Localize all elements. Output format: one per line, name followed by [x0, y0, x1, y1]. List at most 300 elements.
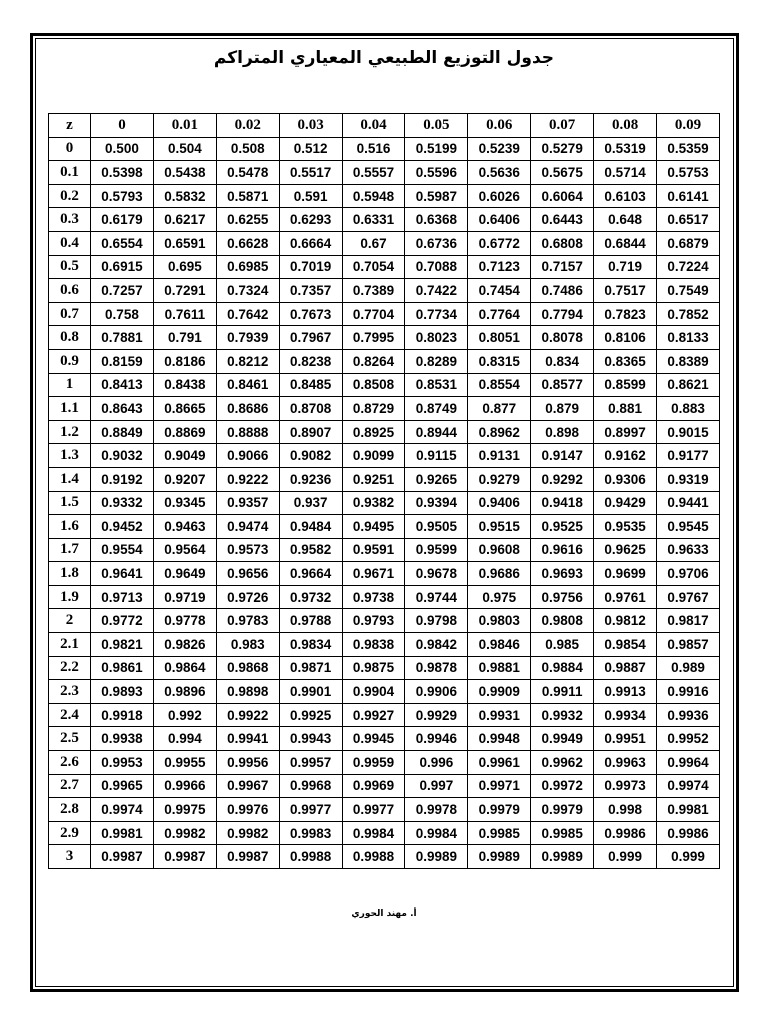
- probability-cell: 0.9495: [342, 515, 405, 539]
- z-value-cell: 1.7: [49, 538, 91, 562]
- table-row: [49, 585, 720, 609]
- probability-cell: 0.9713: [91, 585, 154, 609]
- probability-cell: 0.8708: [279, 397, 342, 421]
- probability-cell: 0.9738: [342, 585, 405, 609]
- probability-cell: 0.7224: [657, 255, 720, 279]
- probability-cell: 0.504: [153, 137, 216, 161]
- z-value-cell: 0: [49, 137, 91, 161]
- probability-cell: 0.7794: [531, 302, 594, 326]
- header-cell: 0: [91, 114, 154, 138]
- probability-cell: 0.9961: [468, 751, 531, 775]
- probability-cell: 0.5438: [153, 161, 216, 185]
- probability-cell: 0.67: [342, 231, 405, 255]
- probability-cell: 0.992: [153, 703, 216, 727]
- probability-cell: 0.6141: [657, 184, 720, 208]
- probability-cell: 0.8365: [594, 349, 657, 373]
- table-row: [49, 137, 720, 161]
- probability-cell: 0.9969: [342, 774, 405, 798]
- probability-cell: 0.6443: [531, 208, 594, 232]
- header-cell: 0.03: [279, 114, 342, 138]
- z-value-cell: 0.2: [49, 184, 91, 208]
- probability-cell: 0.9974: [657, 774, 720, 798]
- probability-cell: 0.9319: [657, 467, 720, 491]
- probability-cell: 0.7054: [342, 255, 405, 279]
- probability-cell: 0.9965: [91, 774, 154, 798]
- probability-cell: 0.6915: [91, 255, 154, 279]
- probability-cell: 0.9463: [153, 515, 216, 539]
- probability-cell: 0.9927: [342, 703, 405, 727]
- probability-cell: 0.9985: [468, 821, 531, 845]
- probability-cell: 0.9772: [91, 609, 154, 633]
- probability-cell: 0.883: [657, 397, 720, 421]
- probability-cell: 0.9633: [657, 538, 720, 562]
- probability-cell: 0.9987: [91, 845, 154, 869]
- probability-cell: 0.516: [342, 137, 405, 161]
- table-row: [49, 538, 720, 562]
- probability-cell: 0.7454: [468, 279, 531, 303]
- table-row: [49, 774, 720, 798]
- probability-cell: 0.8078: [531, 326, 594, 350]
- probability-cell: 0.9989: [468, 845, 531, 869]
- probability-cell: 0.9147: [531, 444, 594, 468]
- probability-cell: 0.9706: [657, 562, 720, 586]
- probability-cell: 0.9987: [153, 845, 216, 869]
- probability-cell: 0.8438: [153, 373, 216, 397]
- probability-cell: 0.6179: [91, 208, 154, 232]
- probability-cell: 0.9131: [468, 444, 531, 468]
- probability-cell: 0.9949: [531, 727, 594, 751]
- probability-cell: 0.9821: [91, 633, 154, 657]
- probability-cell: 0.9986: [657, 821, 720, 845]
- probability-cell: 0.9817: [657, 609, 720, 633]
- z-value-cell: 1.6: [49, 515, 91, 539]
- probability-cell: 0.9977: [279, 798, 342, 822]
- probability-cell: 0.7422: [405, 279, 468, 303]
- table-row: [49, 231, 720, 255]
- header-cell: 0.01: [153, 114, 216, 138]
- probability-cell: 0.9192: [91, 467, 154, 491]
- table-row: [49, 680, 720, 704]
- probability-cell: 0.9808: [531, 609, 594, 633]
- z-value-cell: 0.4: [49, 231, 91, 255]
- probability-cell: 0.898: [531, 420, 594, 444]
- probability-cell: 0.9972: [531, 774, 594, 798]
- probability-cell: 0.9452: [91, 515, 154, 539]
- probability-cell: 0.512: [279, 137, 342, 161]
- table-row: [49, 255, 720, 279]
- probability-cell: 0.998: [594, 798, 657, 822]
- probability-cell: 0.7389: [342, 279, 405, 303]
- header-cell: 0.06: [468, 114, 531, 138]
- probability-cell: 0.9292: [531, 467, 594, 491]
- probability-cell: 0.9726: [216, 585, 279, 609]
- probability-cell: 0.6331: [342, 208, 405, 232]
- table-row: [49, 349, 720, 373]
- header-cell: 0.05: [405, 114, 468, 138]
- probability-cell: 0.8238: [279, 349, 342, 373]
- probability-cell: 0.996: [405, 751, 468, 775]
- probability-cell: 0.9582: [279, 538, 342, 562]
- probability-cell: 0.8869: [153, 420, 216, 444]
- probability-cell: 0.9382: [342, 491, 405, 515]
- probability-cell: 0.9525: [531, 515, 594, 539]
- z-value-cell: 1.5: [49, 491, 91, 515]
- probability-cell: 0.9573: [216, 538, 279, 562]
- probability-cell: 0.9932: [531, 703, 594, 727]
- probability-cell: 0.7486: [531, 279, 594, 303]
- probability-cell: 0.9564: [153, 538, 216, 562]
- probability-cell: 0.9678: [405, 562, 468, 586]
- probability-cell: 0.7939: [216, 326, 279, 350]
- z-value-cell: 2.3: [49, 680, 91, 704]
- probability-cell: 0.9788: [279, 609, 342, 633]
- probability-cell: 0.9656: [216, 562, 279, 586]
- probability-cell: 0.8686: [216, 397, 279, 421]
- probability-cell: 0.9973: [594, 774, 657, 798]
- probability-cell: 0.758: [91, 302, 154, 326]
- probability-cell: 0.9896: [153, 680, 216, 704]
- probability-cell: 0.9871: [279, 656, 342, 680]
- probability-cell: 0.5832: [153, 184, 216, 208]
- probability-cell: 0.8907: [279, 420, 342, 444]
- header-cell: 0.09: [657, 114, 720, 138]
- table-row: [49, 302, 720, 326]
- probability-cell: 0.9977: [342, 798, 405, 822]
- z-value-cell: 2.1: [49, 633, 91, 657]
- probability-cell: 0.9952: [657, 727, 720, 751]
- probability-cell: 0.7157: [531, 255, 594, 279]
- probability-cell: 0.9838: [342, 633, 405, 657]
- probability-cell: 0.508: [216, 137, 279, 161]
- probability-cell: 0.9934: [594, 703, 657, 727]
- probability-cell: 0.8531: [405, 373, 468, 397]
- probability-cell: 0.9966: [153, 774, 216, 798]
- probability-cell: 0.9857: [657, 633, 720, 657]
- probability-cell: 0.9945: [342, 727, 405, 751]
- probability-cell: 0.9951: [594, 727, 657, 751]
- probability-cell: 0.9936: [657, 703, 720, 727]
- probability-cell: 0.8508: [342, 373, 405, 397]
- probability-cell: 0.6664: [279, 231, 342, 255]
- probability-cell: 0.7967: [279, 326, 342, 350]
- probability-cell: 0.997: [405, 774, 468, 798]
- z-value-cell: 2.5: [49, 727, 91, 751]
- probability-cell: 0.9974: [91, 798, 154, 822]
- table-row: [49, 444, 720, 468]
- probability-cell: 0.8413: [91, 373, 154, 397]
- probability-cell: 0.7734: [405, 302, 468, 326]
- probability-cell: 0.591: [279, 184, 342, 208]
- probability-cell: 0.9989: [531, 845, 594, 869]
- probability-cell: 0.9803: [468, 609, 531, 633]
- probability-cell: 0.9909: [468, 680, 531, 704]
- probability-cell: 0.6103: [594, 184, 657, 208]
- probability-cell: 0.9955: [153, 751, 216, 775]
- probability-cell: 0.9948: [468, 727, 531, 751]
- probability-cell: 0.9982: [153, 821, 216, 845]
- probability-cell: 0.9967: [216, 774, 279, 798]
- probability-cell: 0.9913: [594, 680, 657, 704]
- probability-cell: 0.989: [657, 656, 720, 680]
- probability-cell: 0.9418: [531, 491, 594, 515]
- table-row: [49, 161, 720, 185]
- probability-cell: 0.6026: [468, 184, 531, 208]
- probability-cell: 0.9207: [153, 467, 216, 491]
- probability-cell: 0.5478: [216, 161, 279, 185]
- probability-cell: 0.9971: [468, 774, 531, 798]
- probability-cell: 0.8051: [468, 326, 531, 350]
- probability-cell: 0.8944: [405, 420, 468, 444]
- probability-cell: 0.9986: [594, 821, 657, 845]
- probability-cell: 0.7324: [216, 279, 279, 303]
- probability-cell: 0.5948: [342, 184, 405, 208]
- table-row: [49, 633, 720, 657]
- table-row: [49, 845, 720, 869]
- table-row: [49, 326, 720, 350]
- probability-cell: 0.8849: [91, 420, 154, 444]
- probability-cell: 0.9099: [342, 444, 405, 468]
- probability-cell: 0.9943: [279, 727, 342, 751]
- probability-cell: 0.5675: [531, 161, 594, 185]
- probability-cell: 0.9049: [153, 444, 216, 468]
- probability-cell: 0.6217: [153, 208, 216, 232]
- probability-cell: 0.9834: [279, 633, 342, 657]
- probability-cell: 0.8186: [153, 349, 216, 373]
- probability-cell: 0.9893: [91, 680, 154, 704]
- probability-cell: 0.937: [279, 491, 342, 515]
- z-value-cell: 2.8: [49, 798, 91, 822]
- table-row: [49, 515, 720, 539]
- probability-cell: 0.6406: [468, 208, 531, 232]
- probability-cell: 0.9812: [594, 609, 657, 633]
- probability-cell: 0.9846: [468, 633, 531, 657]
- probability-cell: 0.8577: [531, 373, 594, 397]
- table-row: [49, 467, 720, 491]
- probability-cell: 0.7852: [657, 302, 720, 326]
- table-row: [49, 562, 720, 586]
- probability-cell: 0.9959: [342, 751, 405, 775]
- probability-cell: 0.9941: [216, 727, 279, 751]
- probability-cell: 0.8106: [594, 326, 657, 350]
- probability-cell: 0.9545: [657, 515, 720, 539]
- probability-cell: 0.881: [594, 397, 657, 421]
- probability-cell: 0.648: [594, 208, 657, 232]
- probability-cell: 0.9279: [468, 467, 531, 491]
- probability-cell: 0.9881: [468, 656, 531, 680]
- page-title: جدول التوزيع الطبيعي المعياري المتراكم: [213, 48, 555, 68]
- probability-cell: 0.9963: [594, 751, 657, 775]
- z-value-cell: 3: [49, 845, 91, 869]
- table-row: [49, 609, 720, 633]
- z-value-cell: 0.8: [49, 326, 91, 350]
- probability-cell: 0.9554: [91, 538, 154, 562]
- probability-cell: 0.9984: [342, 821, 405, 845]
- probability-cell: 0.695: [153, 255, 216, 279]
- probability-cell: 0.9015: [657, 420, 720, 444]
- probability-cell: 0.8389: [657, 349, 720, 373]
- probability-cell: 0.7088: [405, 255, 468, 279]
- probability-cell: 0.8643: [91, 397, 154, 421]
- probability-cell: 0.5359: [657, 137, 720, 161]
- probability-cell: 0.9864: [153, 656, 216, 680]
- probability-cell: 0.9535: [594, 515, 657, 539]
- z-value-cell: 1.3: [49, 444, 91, 468]
- header-cell: 0.02: [216, 114, 279, 138]
- probability-cell: 0.7291: [153, 279, 216, 303]
- probability-cell: 0.5871: [216, 184, 279, 208]
- header-cell: 0.04: [342, 114, 405, 138]
- probability-cell: 0.9484: [279, 515, 342, 539]
- probability-cell: 0.9956: [216, 751, 279, 775]
- z-value-cell: 1.8: [49, 562, 91, 586]
- z-value-cell: 2.4: [49, 703, 91, 727]
- probability-cell: 0.9394: [405, 491, 468, 515]
- probability-cell: 0.6628: [216, 231, 279, 255]
- probability-cell: 0.8159: [91, 349, 154, 373]
- probability-cell: 0.6772: [468, 231, 531, 255]
- probability-cell: 0.999: [594, 845, 657, 869]
- probability-cell: 0.9406: [468, 491, 531, 515]
- probability-cell: 0.8289: [405, 349, 468, 373]
- probability-cell: 0.7517: [594, 279, 657, 303]
- probability-cell: 0.9976: [216, 798, 279, 822]
- table-row: [49, 821, 720, 845]
- probability-cell: 0.9988: [279, 845, 342, 869]
- probability-cell: 0.9938: [91, 727, 154, 751]
- probability-cell: 0.9983: [279, 821, 342, 845]
- probability-cell: 0.5714: [594, 161, 657, 185]
- header-cell: 0.08: [594, 114, 657, 138]
- table-row: [49, 727, 720, 751]
- probability-cell: 0.6591: [153, 231, 216, 255]
- probability-cell: 0.8621: [657, 373, 720, 397]
- probability-cell: 0.8485: [279, 373, 342, 397]
- probability-cell: 0.7549: [657, 279, 720, 303]
- probability-cell: 0.8962: [468, 420, 531, 444]
- probability-cell: 0.9474: [216, 515, 279, 539]
- probability-cell: 0.9756: [531, 585, 594, 609]
- table-row: [49, 656, 720, 680]
- probability-cell: 0.6554: [91, 231, 154, 255]
- table-row: [49, 279, 720, 303]
- probability-cell: 0.9985: [531, 821, 594, 845]
- probability-cell: 0.9925: [279, 703, 342, 727]
- probability-cell: 0.9987: [216, 845, 279, 869]
- z-value-cell: 2.6: [49, 751, 91, 775]
- probability-cell: 0.6985: [216, 255, 279, 279]
- table-row: [49, 373, 720, 397]
- probability-cell: 0.5199: [405, 137, 468, 161]
- probability-cell: 0.9599: [405, 538, 468, 562]
- z-table: [48, 113, 720, 869]
- probability-cell: 0.9931: [468, 703, 531, 727]
- z-value-cell: 1: [49, 373, 91, 397]
- probability-cell: 0.5636: [468, 161, 531, 185]
- probability-cell: 0.9884: [531, 656, 594, 680]
- table-body: [49, 137, 720, 868]
- probability-cell: 0.9964: [657, 751, 720, 775]
- probability-cell: 0.9906: [405, 680, 468, 704]
- probability-cell: 0.9982: [216, 821, 279, 845]
- probability-cell: 0.983: [216, 633, 279, 657]
- probability-cell: 0.9032: [91, 444, 154, 468]
- probability-cell: 0.9066: [216, 444, 279, 468]
- probability-cell: 0.7611: [153, 302, 216, 326]
- probability-cell: 0.8665: [153, 397, 216, 421]
- probability-cell: 0.8315: [468, 349, 531, 373]
- probability-cell: 0.9222: [216, 467, 279, 491]
- probability-cell: 0.6736: [405, 231, 468, 255]
- probability-cell: 0.9861: [91, 656, 154, 680]
- probability-cell: 0.9798: [405, 609, 468, 633]
- probability-cell: 0.9989: [405, 845, 468, 869]
- probability-cell: 0.9761: [594, 585, 657, 609]
- probability-cell: 0.9505: [405, 515, 468, 539]
- probability-cell: 0.9988: [342, 845, 405, 869]
- z-value-cell: 0.7: [49, 302, 91, 326]
- probability-cell: 0.8997: [594, 420, 657, 444]
- probability-cell: 0.791: [153, 326, 216, 350]
- probability-cell: 0.8749: [405, 397, 468, 421]
- probability-cell: 0.9981: [91, 821, 154, 845]
- probability-cell: 0.9918: [91, 703, 154, 727]
- probability-cell: 0.7704: [342, 302, 405, 326]
- probability-cell: 0.7123: [468, 255, 531, 279]
- z-value-cell: 0.3: [49, 208, 91, 232]
- header-cell: z: [49, 114, 91, 138]
- z-value-cell: 2: [49, 609, 91, 633]
- table-row: [49, 208, 720, 232]
- probability-cell: 0.9251: [342, 467, 405, 491]
- probability-cell: 0.9957: [279, 751, 342, 775]
- probability-cell: 0.9916: [657, 680, 720, 704]
- probability-cell: 0.5987: [405, 184, 468, 208]
- z-value-cell: 0.6: [49, 279, 91, 303]
- probability-cell: 0.975: [468, 585, 531, 609]
- probability-cell: 0.9115: [405, 444, 468, 468]
- probability-cell: 0.9357: [216, 491, 279, 515]
- probability-cell: 0.9441: [657, 491, 720, 515]
- probability-cell: 0.8133: [657, 326, 720, 350]
- probability-cell: 0.9962: [531, 751, 594, 775]
- probability-cell: 0.8461: [216, 373, 279, 397]
- z-value-cell: 0.1: [49, 161, 91, 185]
- probability-cell: 0.5319: [594, 137, 657, 161]
- probability-cell: 0.500: [91, 137, 154, 161]
- probability-cell: 0.5753: [657, 161, 720, 185]
- z-value-cell: 2.2: [49, 656, 91, 680]
- probability-cell: 0.9649: [153, 562, 216, 586]
- probability-cell: 0.5517: [279, 161, 342, 185]
- probability-cell: 0.9984: [405, 821, 468, 845]
- probability-cell: 0.9591: [342, 538, 405, 562]
- header-cell: 0.07: [531, 114, 594, 138]
- probability-cell: 0.9608: [468, 538, 531, 562]
- z-value-cell: 2.7: [49, 774, 91, 798]
- probability-cell: 0.9898: [216, 680, 279, 704]
- probability-cell: 0.9671: [342, 562, 405, 586]
- probability-cell: 0.5239: [468, 137, 531, 161]
- probability-cell: 0.7764: [468, 302, 531, 326]
- probability-cell: 0.9946: [405, 727, 468, 751]
- probability-cell: 0.7881: [91, 326, 154, 350]
- probability-cell: 0.9911: [531, 680, 594, 704]
- author-credit: أ. مهند الحوري: [351, 909, 417, 919]
- probability-cell: 0.6517: [657, 208, 720, 232]
- probability-cell: 0.8729: [342, 397, 405, 421]
- probability-cell: 0.9981: [657, 798, 720, 822]
- probability-cell: 0.9878: [405, 656, 468, 680]
